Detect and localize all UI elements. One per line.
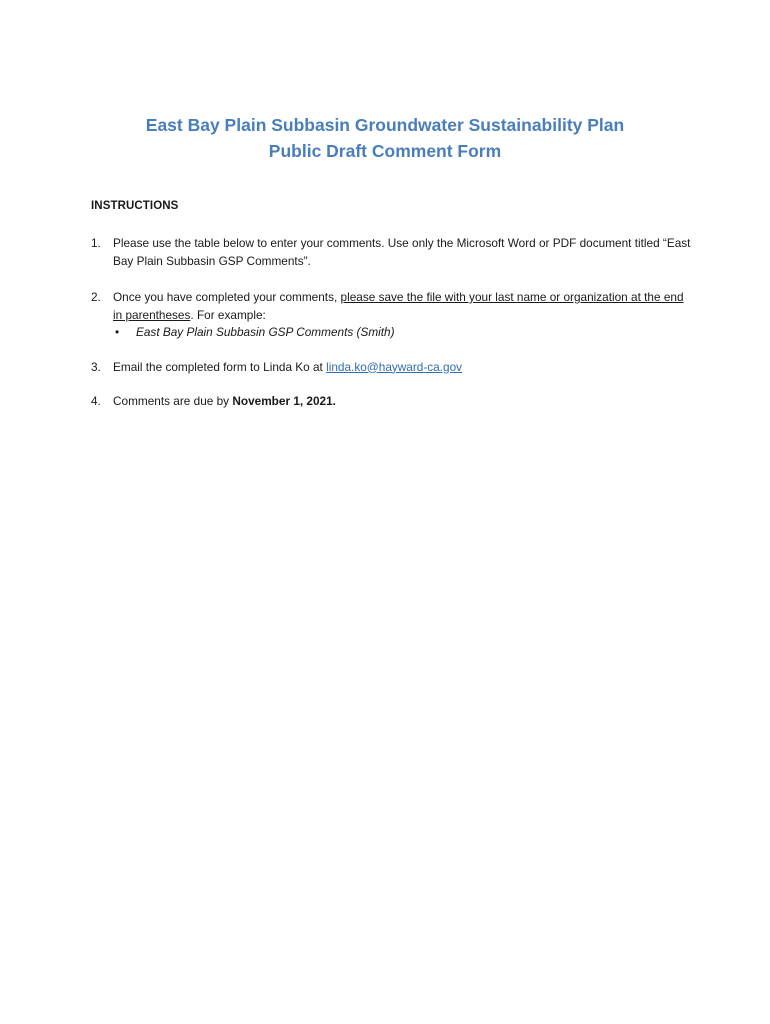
item-number: 1. [91,236,101,250]
instruction-item-2 [91,289,691,342]
item-number: 4. [91,394,101,408]
instruction-item-3 [91,359,691,377]
item-number: 3. [91,359,101,374]
email-link[interactable]: linda.ko@hayward-ca.gov [326,359,463,374]
item-text: Comments are due by [113,394,233,408]
due-date: November 1, 2021. [232,394,336,408]
title-line-2: Public Draft Comment Form [268,141,502,161]
document-title [0,112,770,164]
item-text: Please use the table below to enter your comments. Use only the Microsoft Word or PDF document titled “East Bay Plain Subbasin GSP Comments”. [113,236,691,268]
instructions-list [91,235,691,411]
item-text-after: . For example: [190,307,266,322]
instructions-heading: INSTRUCTIONS [91,200,179,212]
title-line-1: East Bay Plain Subbasin Groundwater Sustainability Plan [145,115,625,135]
item-text: Once you have completed your comments, [113,290,341,304]
example-filename: East Bay Plain Subbasin GSP Comments (Smith) [136,325,395,339]
bullet-dot-icon: • [115,325,120,339]
instruction-item-1 [91,235,691,270]
example-bullet [113,324,691,342]
item-text: Email the completed form to Linda Ko at [113,359,327,374]
instruction-item-4 [91,393,691,411]
item-underlined-text: please save the file with your last name or organization at the end in parentheses [113,290,684,322]
item-number: 2. [91,290,101,304]
